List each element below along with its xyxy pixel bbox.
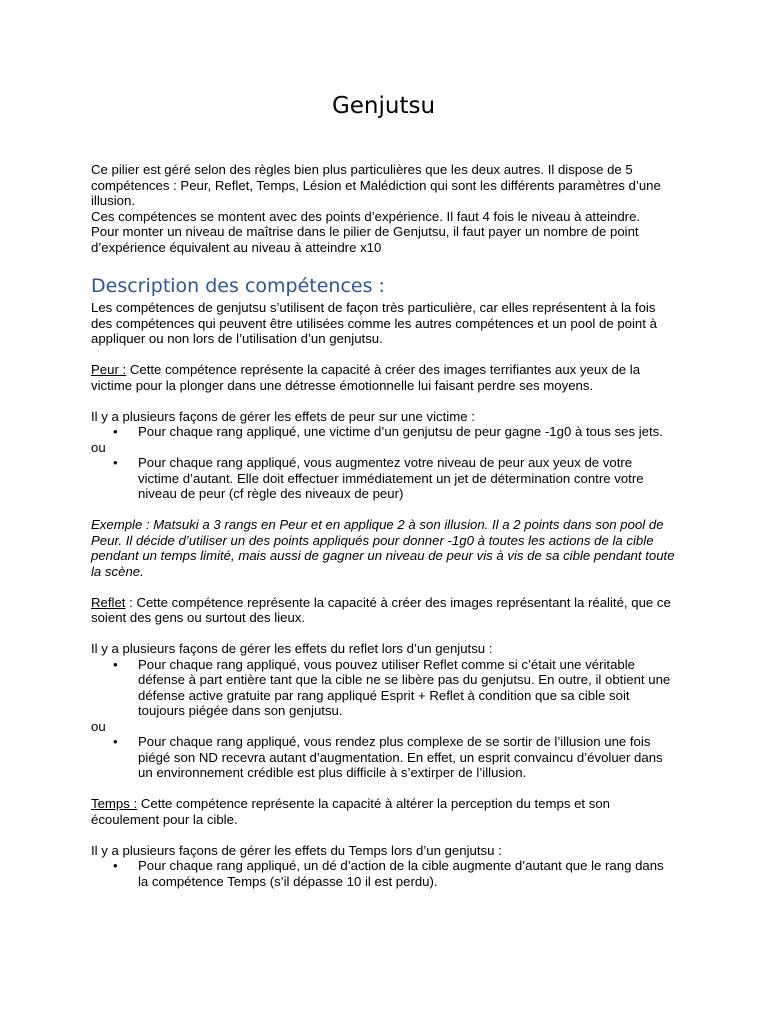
or-label: ou [91, 439, 106, 455]
page-title: Genjutsu [331, 93, 436, 119]
section-heading: Description des compétences : [91, 275, 385, 297]
section-intro: Les compétences de genjutsu s’utilisent de façon très particulière, car elles représentent à la fois des compétences qui peuvent être utilisées comme les autres compétences et un pool de point à appliquer ou non lors de l’utilisation d’un genjutsu. [91, 300, 657, 346]
intro-paragraph: Ces compétences se montent avec des points d’expérience. Il faut 4 fois le niveau à atteindre. [91, 208, 641, 224]
temps-ways: Il y a plusieurs façons de gérer les effets du Temps lors d’un genjutsu : [91, 842, 502, 858]
list-item: • Pour chaque rang appliqué, une victime d’un genjutsu de peur gagne -1g0 à tous ses jets. [91, 424, 676, 440]
peur-list-2 [91, 455, 676, 502]
intro-block [91, 162, 676, 255]
list-item: • Pour chaque rang appliqué, vous augmentez votre niveau de peur aux yeux de votre victime d’autant. Elle doit effectuer immédiatement un jet de détermination contre votre niveau de peur (cf règle des niveaux de peur) [91, 455, 676, 502]
intro-paragraph: Ce pilier est géré selon des règles bien plus particulières que les deux autres. Il dispose de 5 compétences : Peur, Reflet, Temps, Lésion et Malédiction qui sont les différents paramètres d’une illusion. [91, 162, 661, 208]
reflet-description: Reflet : Cette compétence représente la capacité à créer des images représentant la réalité, que ce soient des gens ou surtout des lieux. [91, 594, 671, 625]
temps-label: Temps : [91, 796, 138, 811]
reflet-label: Reflet [91, 594, 126, 610]
reflet-ways: Il y a plusieurs façons de gérer les effets du reflet lors d’un genjutsu : [91, 641, 493, 656]
temps-list-1 [91, 858, 676, 889]
peur-list-1 [91, 424, 676, 440]
reflet-list-1 [91, 657, 676, 719]
peur-label: Peur : [91, 362, 127, 377]
list-item: • Pour chaque rang appliqué, un dé d’action de la cible augmente d’autant que le rang dans la compétence Temps (s’il dépasse 10 il est perdu). [91, 858, 676, 889]
peur-description: Peur : Cette compétence représente la capacité à créer des images terrifiantes aux yeux de la victime pour la plonger dans une détresse émotionnelle lui faisant perdre ses moyens. [91, 362, 641, 393]
or-label: ou [91, 718, 106, 734]
peur-ways: Il y a plusieurs façons de gérer les effets de peur sur une victime : [91, 408, 475, 424]
list-item: • Pour chaque rang appliqué, vous rendez plus complexe de se sortir de l’illusion une fois piégé son ND recevra autant d’augmentation. En effet, un esprit convaincu d’évoluer dans un environnement crédible est plus difficile à s’extirper de l’illusion. [91, 734, 676, 781]
list-item: • Pour chaque rang appliqué, vous pouvez utiliser Reflet comme si c’était une véritable défense à part entière tant que la cible ne se libère pas du genjutsu. En outre, il obtient une défense active gratuite par rang appliqué Esprit + Reflet à condition que sa cible soit toujours piégée dans son genjutsu. [91, 657, 676, 719]
temps-description: Temps : Cette compétence représente la capacité à altérer la perception du temps et son écoulement pour la cible. [91, 796, 610, 827]
intro-paragraph: Pour monter un niveau de maîtrise dans le pilier de Genjutsu, il faut payer un nombre de point d’expérience équivalent au niveau à atteindre x10 [91, 224, 639, 255]
peur-example: Exemple : Matsuki a 3 rangs en Peur et en applique 2 à son illusion. Il a 2 points dans son pool de Peur. Il décide d’utiliser un des points appliqués pour donner -1g0 à toutes les actions de la cible pendant un temps limité, mais aussi de gagner un niveau de peur vis à vis de sa cible pendant toute la scène. [91, 517, 675, 579]
reflet-list-2 [91, 734, 676, 781]
